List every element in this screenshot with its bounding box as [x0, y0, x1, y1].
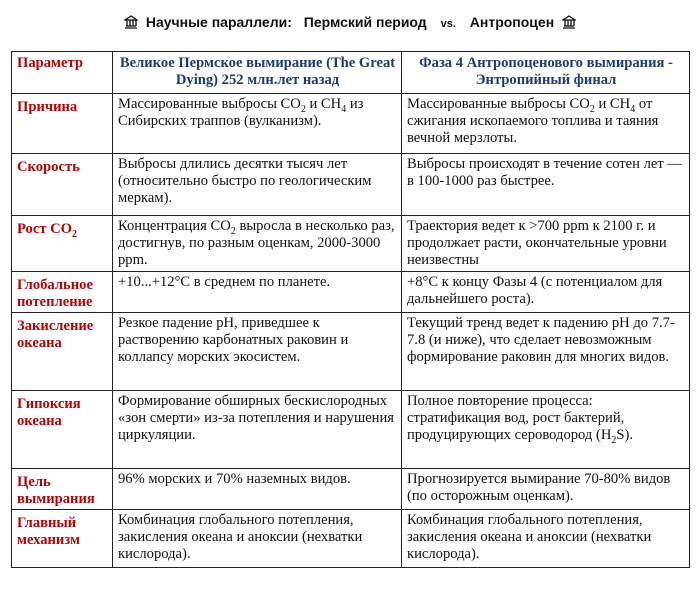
table-row — [12, 510, 690, 568]
header-perm: Великое Пермское вымирание (The Great Dying) 252 млн.лет назад — [113, 52, 402, 94]
title-right: Антропоцен — [469, 14, 555, 30]
table-row — [12, 154, 690, 216]
row-perm: Концентрация $CO_2$ выросла в несколько раз, достигнув, по разным оценкам, 2000-3000 ppm. — [113, 216, 402, 272]
row-param: Главный механизм — [12, 510, 113, 568]
header-param: Параметр — [12, 52, 113, 94]
table-row — [12, 391, 690, 469]
row-perm: Комбинация глобального потепления, закисления океана и аноксии (нехватки кислорода). — [113, 510, 402, 568]
table-row — [12, 216, 690, 272]
row-perm: Массированные выбросы $CO_2$ и $CH_4$ из Сибирских траппов (вулканизм). — [113, 94, 402, 154]
row-param: Цель вымирания — [12, 469, 113, 510]
row-anthro: Траектория ведет к >700 ppm к 2100 г. и продолжает расти, окончательные уровни неизвестны — [402, 216, 690, 272]
row-anthro: Полное повторение процесса: стратификация вод, рост бактерий, продуцирующих сероводород $(H_2S)$. — [402, 391, 690, 469]
comparison-table — [11, 51, 690, 568]
page-title — [0, 14, 700, 30]
row-anthro: Комбинация глобального потепления, закисления океана и аноксии (нехватки кислорода). — [402, 510, 690, 568]
row-perm: Формирование обширных бескислородных «зон смерти» из-за потепления и нарушения циркуляции. — [113, 391, 402, 469]
table-row — [12, 272, 690, 313]
bank-icon — [562, 15, 576, 29]
row-anthro: Массированные выбросы $CO_2$ и $CH_4$ от сжигания ископаемого топлива и таяния вечной мерзлоты. — [402, 94, 690, 154]
table-row — [12, 313, 690, 391]
row-anthro: +8°C к концу Фазы 4 (с потенциалом для дальнейшего роста). — [402, 272, 690, 313]
bank-icon — [124, 15, 138, 29]
row-anthro: Прогнозируется вымирание 70-80% видов (по осторожным оценкам). — [402, 469, 690, 510]
row-param: Причина — [12, 94, 113, 154]
row-perm: Выбросы длились десятки тысяч лет (относительно быстро по геологическим меркам). — [113, 154, 402, 216]
header-row — [12, 52, 690, 94]
row-param: Скорость — [12, 154, 113, 216]
title-vs: vs. — [440, 18, 456, 30]
row-perm: Резкое падение pH, приведшее к растворению карбонатных раковин и коллапсу морских экосистем. — [113, 313, 402, 391]
table-row — [12, 94, 690, 154]
row-param: Рост $CO_2$ — [12, 216, 113, 272]
table-row — [12, 469, 690, 510]
row-anthro: Текущий тренд ведет к падению pH до 7.7-7.8 (и ниже), что сделает невозможным формирование раковин для многих видов. — [402, 313, 690, 391]
row-anthro: Выбросы происходят в течение сотен лет — в 100-1000 раз быстрее. — [402, 154, 690, 216]
row-perm: 96% морских и 70% наземных видов. — [113, 469, 402, 510]
row-param: Глобальное потепление — [12, 272, 113, 313]
row-param: Закисление океана — [12, 313, 113, 391]
title-middle: Пермский период — [303, 14, 427, 30]
header-anthro: Фаза 4 Антропоценового вымирания - Энтропийный финал — [402, 52, 690, 94]
row-param: Гипоксия океана — [12, 391, 113, 469]
title-left: Научные параллели: — [145, 14, 292, 30]
row-perm: +10...+12°C в среднем по планете. — [113, 272, 402, 313]
